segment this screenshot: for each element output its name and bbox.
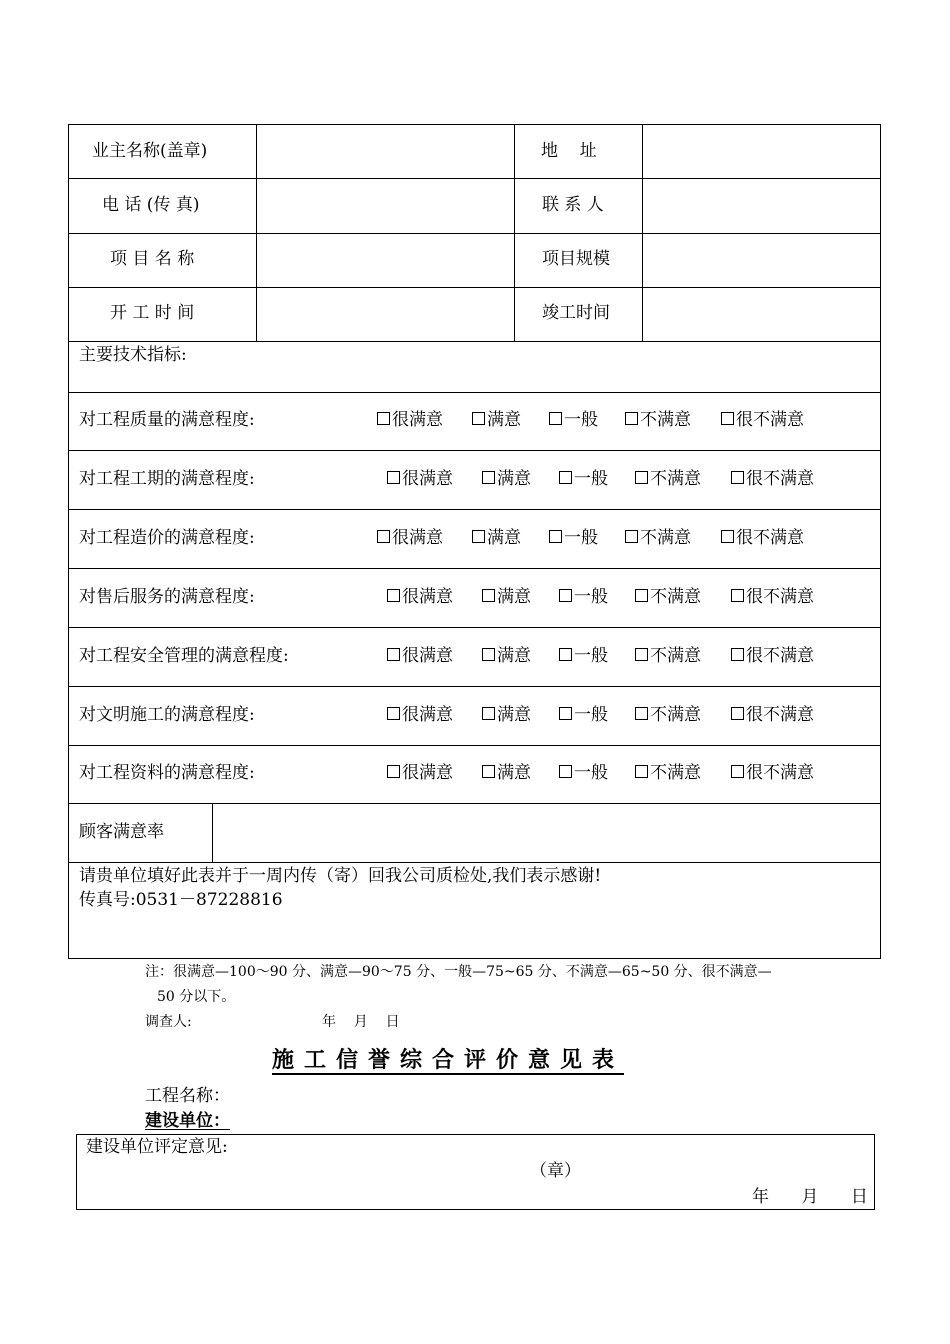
rating-option-checkbox[interactable] [635,648,701,665]
row-divider [68,568,881,569]
rating-option-checkbox[interactable] [472,530,521,547]
checkbox-icon[interactable] [482,589,495,602]
rating-option-checkbox[interactable] [731,589,814,606]
rating-option-checkbox[interactable] [731,765,814,782]
builder-label: 建设单位： [145,1111,230,1131]
return-instruction: 请贵单位填好此表并于一周内传（寄）回我公司质检处,我们表示感谢! [79,866,602,886]
rating-option-label: 很满意 [392,410,443,430]
rating-option-label: 很不满意 [746,705,814,725]
checkbox-icon[interactable] [731,648,744,661]
checkbox-icon[interactable] [482,707,495,720]
checkbox-icon[interactable] [635,765,648,778]
address-label: 地 址 [541,141,597,161]
checkbox-icon[interactable] [635,589,648,602]
checkbox-icon[interactable] [559,648,572,661]
rating-option-label: 不满意 [650,705,701,725]
rating-option-checkbox[interactable] [387,589,453,606]
start-time-field[interactable] [258,289,512,339]
opinion-border-top [76,1134,875,1135]
rating-option-checkbox[interactable] [482,589,531,606]
rating-option-label: 一般 [574,646,608,666]
checkbox-icon[interactable] [731,765,744,778]
rating-option-checkbox[interactable] [387,707,453,724]
rating-row-label: 对工程造价的满意程度: [79,528,255,548]
rating-option-label: 满意 [497,763,531,783]
checkbox-icon[interactable] [387,471,400,484]
row-divider [68,450,881,451]
score-note-line2: 50 分以下。 [157,989,236,1005]
checkbox-icon[interactable] [387,589,400,602]
checkbox-icon[interactable] [387,765,400,778]
checkbox-icon[interactable] [472,412,485,425]
rating-option-checkbox[interactable] [625,530,691,547]
owner-name-label: 业主名称(盖章) [92,141,208,161]
rating-row-label: 对工程工期的满意程度: [79,469,255,489]
rating-option-checkbox[interactable] [635,589,701,606]
surveyor-label: 调查人: [145,1014,192,1030]
rating-option-label: 满意 [497,705,531,725]
phone-label: 电 话 (传 真) [102,195,200,215]
rating-option-label: 满意 [497,469,531,489]
rating-option-label: 不满意 [650,587,701,607]
rating-option-label: 满意 [487,528,521,548]
rating-option-label: 很不满意 [736,528,804,548]
row-divider [68,803,881,804]
phone-field[interactable] [258,180,512,231]
checkbox-icon[interactable] [387,648,400,661]
rating-option-label: 一般 [564,528,598,548]
rating-option-label: 一般 [564,410,598,430]
checkbox-icon[interactable] [731,589,744,602]
rating-option-label: 一般 [574,705,608,725]
rating-option-checkbox[interactable] [387,471,453,488]
checkbox-icon[interactable] [549,412,562,425]
rating-option-label: 很不满意 [746,587,814,607]
rating-option-checkbox[interactable] [559,707,608,724]
rating-row-label: 对工程资料的满意程度: [79,763,255,783]
rating-option-label: 不满意 [650,469,701,489]
contact-field[interactable] [644,180,878,231]
rating-option-checkbox[interactable] [482,471,531,488]
rating-option-checkbox[interactable] [625,412,691,429]
checkbox-icon[interactable] [559,765,572,778]
rating-option-checkbox[interactable] [635,471,701,488]
opinion-border-right [874,1134,875,1210]
checkbox-icon[interactable] [731,707,744,720]
opinion-date: 年 月 日 [752,1187,868,1207]
rating-option-checkbox[interactable] [482,765,531,782]
rating-option-label: 很满意 [402,587,453,607]
checkbox-icon[interactable] [387,707,400,720]
rating-row-label: 对工程安全管理的满意程度: [79,646,289,666]
row-divider [68,509,881,510]
col-divider [256,124,257,342]
rating-option-checkbox[interactable] [559,648,608,665]
row-divider [68,862,881,863]
project-name-field[interactable] [258,235,512,285]
rating-option-checkbox[interactable] [731,707,814,724]
checkbox-icon[interactable] [721,530,734,543]
checkbox-icon[interactable] [625,530,638,543]
checkbox-icon[interactable] [559,589,572,602]
rating-option-label: 很不满意 [746,469,814,489]
row-divider [68,627,881,628]
rating-option-checkbox[interactable] [559,589,608,606]
checkbox-icon[interactable] [472,530,485,543]
row-divider [68,745,881,746]
rating-option-label: 不满意 [640,410,691,430]
checkbox-icon[interactable] [482,765,495,778]
checkbox-icon[interactable] [635,471,648,484]
rating-option-label: 不满意 [650,763,701,783]
row-divider [68,392,881,393]
rating-option-label: 一般 [574,763,608,783]
rating-option-checkbox[interactable] [482,648,531,665]
checkbox-icon[interactable] [559,707,572,720]
rating-option-label: 很满意 [392,528,443,548]
tech-indicators-label: 主要技术指标: [79,345,187,365]
rating-option-label: 不满意 [650,646,701,666]
opinion-border-left [76,1134,77,1210]
col-divider [514,124,515,342]
table-border-left [68,124,69,959]
rating-row-label: 对工程质量的满意程度: [79,410,255,430]
owner-name-field[interactable] [258,126,512,176]
checkbox-icon[interactable] [377,412,390,425]
checkbox-icon[interactable] [635,707,648,720]
rating-option-checkbox[interactable] [482,707,531,724]
rating-row-label: 对文明施工的满意程度: [79,705,255,725]
start-time-label: 开 工 时 间 [110,303,195,323]
rating-option-checkbox[interactable] [549,530,598,547]
checkbox-icon[interactable] [549,530,562,543]
rating-option-label: 一般 [574,469,608,489]
rating-option-checkbox[interactable] [377,412,443,429]
rating-option-label: 很不满意 [746,763,814,783]
rating-option-label: 满意 [497,587,531,607]
opinion-label: 建设单位评定意见: [86,1137,228,1157]
address-field[interactable] [644,126,878,176]
checkbox-icon[interactable] [721,412,734,425]
completion-time-field[interactable] [644,289,878,339]
project-scale-field[interactable] [644,235,878,285]
checkbox-icon[interactable] [635,648,648,661]
checkbox-icon[interactable] [625,412,638,425]
satisfaction-rate-label: 顾客满意率 [79,822,164,842]
surveyor-date: 年 月 日 [322,1014,400,1030]
tech-indicators-field[interactable] [70,370,878,390]
rating-option-checkbox[interactable] [635,707,701,724]
score-note-line1: 注：很满意—100～90 分、满意—90～75 分、一般—75~65 分、不满意—65~50 分、很不满意— [145,964,772,980]
form2-title: 施工信誉综合评价意见表 [272,1047,625,1073]
rating-option-label: 很满意 [402,705,453,725]
col-divider [212,803,213,863]
rating-option-checkbox[interactable] [731,648,814,665]
col-divider [642,124,643,342]
table-border-bottom [68,958,881,959]
project-name-label: 项 目 名 称 [110,249,195,269]
completion-time-label: 竣工时间 [542,303,610,323]
rating-option-label: 很不满意 [746,646,814,666]
checkbox-icon[interactable] [377,530,390,543]
rating-option-checkbox[interactable] [731,471,814,488]
rating-option-label: 很满意 [402,763,453,783]
table-border-right [880,124,881,959]
rating-option-checkbox[interactable] [721,412,804,429]
project-name-label-2: 工程名称： [145,1086,230,1106]
row-divider [68,686,881,687]
rating-option-checkbox[interactable] [549,412,598,429]
rating-row-label: 对售后服务的满意程度: [79,587,255,607]
checkbox-icon[interactable] [482,471,495,484]
rating-option-label: 很满意 [402,646,453,666]
rating-option-label: 很不满意 [736,410,804,430]
checkbox-icon[interactable] [482,648,495,661]
row-divider [68,341,881,342]
rating-option-checkbox[interactable] [377,530,443,547]
rating-option-label: 满意 [497,646,531,666]
checkbox-icon[interactable] [731,471,744,484]
table-border-top [68,124,881,125]
rating-option-label: 不满意 [640,528,691,548]
rating-option-label: 一般 [574,587,608,607]
checkbox-icon[interactable] [559,471,572,484]
opinion-border-bottom [76,1209,875,1210]
rating-option-checkbox[interactable] [721,530,804,547]
rating-option-checkbox[interactable] [559,471,608,488]
fax-number: 传真号:0531－87228816 [79,890,283,910]
rating-option-label: 很满意 [402,469,453,489]
row-divider [68,233,881,234]
contact-label: 联 系 人 [542,195,604,215]
rating-option-checkbox[interactable] [635,765,701,782]
rating-option-checkbox[interactable] [559,765,608,782]
rating-option-checkbox[interactable] [387,765,453,782]
project-scale-label: 项目规模 [542,249,610,269]
satisfaction-rate-field[interactable] [214,805,878,861]
row-divider [68,178,881,179]
row-divider [68,287,881,288]
seal-label: （章） [530,1161,581,1181]
rating-option-checkbox[interactable] [472,412,521,429]
rating-option-checkbox[interactable] [387,648,453,665]
rating-option-label: 满意 [487,410,521,430]
